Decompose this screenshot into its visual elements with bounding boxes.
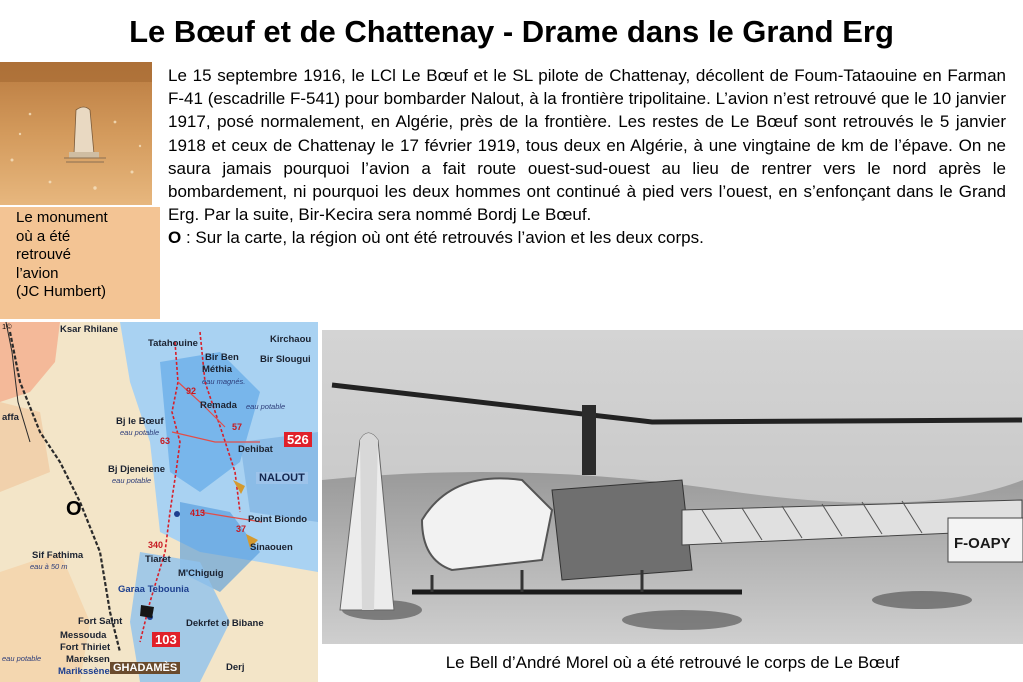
map-route-number: 526 xyxy=(284,432,312,447)
map-place-label: NALOUT xyxy=(256,472,308,484)
map-route-number: 57 xyxy=(232,422,243,432)
map-place-label: Derj xyxy=(226,662,245,673)
map-place-label: Dekrfet el Bibane xyxy=(186,618,264,629)
map-route-number: 103 xyxy=(152,632,180,647)
map-place-label: Sinaouen xyxy=(250,542,293,553)
map-place-label: Méthia xyxy=(202,364,233,375)
map-place-label: Bj Djeneiene xyxy=(108,464,166,475)
map-place-note: eau magnés. xyxy=(202,377,246,386)
map-legend-text: : Sur la carte, la région où ont été retrouvés l’avion et les deux corps. xyxy=(181,228,704,248)
map-place-label: Point Biondo xyxy=(248,514,308,525)
map-marker-o: O xyxy=(66,498,82,520)
map-route-number: 92 xyxy=(186,386,197,396)
map-marker-label: O xyxy=(168,228,182,248)
map-place-label: Tiaret xyxy=(145,554,171,565)
page-title: Le Bœuf et de Chattenay - Drame dans le Grand Erg xyxy=(129,14,894,49)
monument-caption-line: retrouvé xyxy=(16,246,72,263)
region-map xyxy=(0,322,318,682)
map-place-label: Marikssène xyxy=(58,666,110,677)
monument-caption-line: l’avion xyxy=(16,264,59,282)
map-place-label: M'Chiguig xyxy=(178,568,224,579)
map-place-label: Fort Thiriet xyxy=(60,642,111,653)
map-place-label: GHADAMÈS xyxy=(110,662,180,674)
map-legend-line xyxy=(168,226,1006,249)
map-place-label: Dehibat xyxy=(238,444,273,455)
map-place-label: Remada xyxy=(200,400,237,411)
map-place-label: Sif Fathima xyxy=(32,550,84,561)
map-place-label: Fort Saint xyxy=(78,616,123,627)
map-place-label: Kirchaou xyxy=(270,334,312,345)
map-place-label: Bir Ben xyxy=(205,352,239,363)
monument-caption xyxy=(0,207,160,319)
map-place-note: eau potable xyxy=(112,476,152,485)
map-copyright: 1© xyxy=(2,322,12,331)
map-place-label: affa xyxy=(2,412,19,423)
map-place-label: Bj le Bœuf xyxy=(116,416,164,427)
story-paragraph: Le 15 septembre 1916, le LCl Le Bœuf et le SL pilote de Chattenay, décollent de Foum-Tataouine en Farman F-41 (escadrille F-541) pour bombarder Nalout, à la frontière tripolitaine. L’avion n’est retrouvé que le 10 janvier 1917, posé normalement, en Algérie, près de la frontière. Les restes de Le Bœuf sont retrouvés le 5 janvier 1918 et ceux de Chattenay le 17 février 1919, tous deux en Algérie, à une vingtaine de km de l’épave. On ne saura jamais pourquoi l’avion a fait route ouest-sud-ouest au lieu de rentrer vers le nord après le bombardement, ni pourquoi les deux hommes ont continué à pied vers l’ouest, en s’enfonçant dans le Grand Erg. Par la suite, Bir-Kecira sera nommé Bordj Le Bœuf. xyxy=(168,66,1006,225)
monument-photo xyxy=(0,62,152,205)
map-place-note: eau à 50 m xyxy=(30,562,68,571)
map-route-number: 340 xyxy=(148,540,164,550)
map-place-label: Messouda xyxy=(60,630,107,641)
map-place-note: eau potable xyxy=(120,428,160,437)
map-place-note: eau potable xyxy=(2,654,42,663)
helicopter-caption: Le Bell d’André Morel où a été retrouvé le corps de Le Bœuf xyxy=(445,653,900,672)
monument-caption-line: (JC Humbert) xyxy=(16,283,107,300)
monument-caption-line: où a été xyxy=(16,227,71,245)
helicopter-registration: F-OAPY xyxy=(954,535,1011,552)
map-route-number: 63 xyxy=(160,436,171,446)
map-place-label: Mareksen xyxy=(66,654,110,665)
helicopter-photo xyxy=(322,330,1023,644)
map-place-label: Garaa Tebounia xyxy=(118,584,190,595)
map-place-label: Bir Slougui xyxy=(260,354,311,365)
map-route-number: 37 xyxy=(236,524,247,534)
map-place-note: eau potable xyxy=(246,402,286,411)
map-route-number: 413 xyxy=(190,508,206,518)
map-place-label: Ksar Rhilane xyxy=(60,324,119,335)
story-text xyxy=(168,64,1006,250)
map-place-label: Tatahouine xyxy=(148,338,198,349)
monument-caption-line: Le monument xyxy=(16,209,108,226)
